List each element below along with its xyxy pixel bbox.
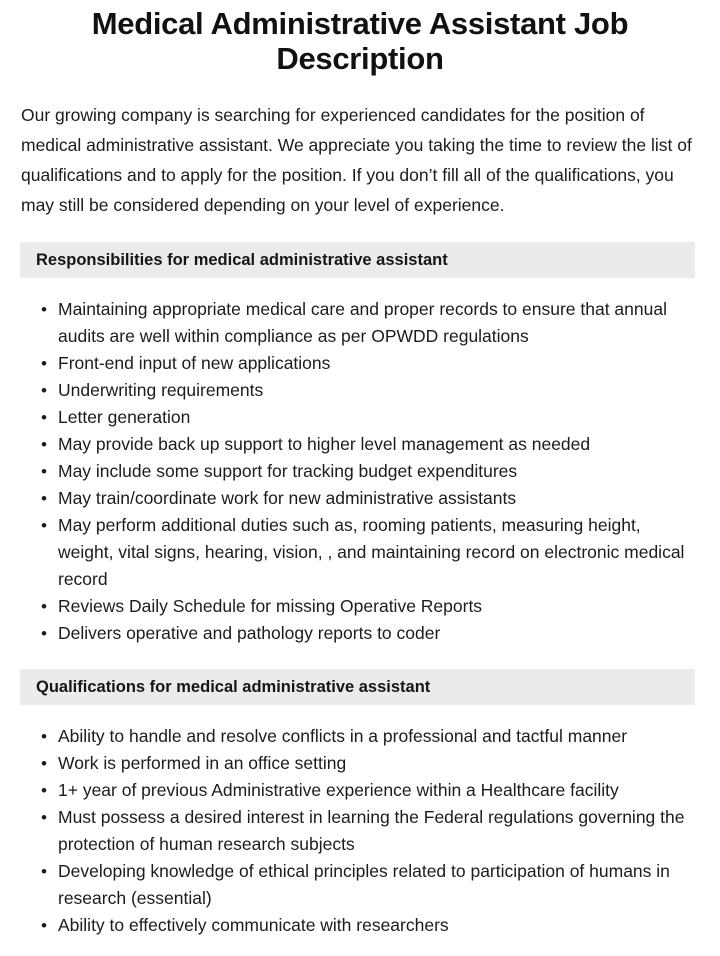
list-item: • May perform additional duties such as, rooming patients, measuring height, weight, vital signs, hearing, vision, , and maintaining record on electronic medical record — [41, 512, 694, 593]
list-item: • Ability to handle and resolve conflicts in a professional and tactful manner — [41, 723, 694, 750]
list-item: • Must possess a desired interest in learning the Federal regulations governing the protection of human research subjects — [41, 804, 694, 858]
section-heading-label: Responsibilities for medical administrative assistant — [36, 251, 448, 269]
list-item: • Maintaining appropriate medical care and proper records to ensure that annual audits are well within compliance as per OPWDD regulations — [41, 296, 694, 350]
list-item: • May train/coordinate work for new administrative assistants — [41, 485, 694, 512]
list-item: • Front-end input of new applications — [41, 350, 694, 377]
section-heading-label: Qualifications for medical administrative assistant — [36, 678, 431, 696]
section-responsibilities — [0, 242, 720, 647]
responsibilities-list — [0, 278, 720, 647]
list-item: • Reviews Daily Schedule for missing Operative Reports — [41, 593, 694, 620]
section-header-qualifications — [20, 669, 695, 705]
list-item: • Work is performed in an office setting — [41, 750, 694, 777]
qualifications-list — [0, 705, 720, 939]
page-title: Medical Administrative Assistant Job Description — [91, 6, 629, 76]
list-item: • Letter generation — [41, 404, 694, 431]
list-item: • Underwriting requirements — [41, 377, 694, 404]
intro-paragraph: Our growing company is searching for experienced candidates for the position of medical administrative assistant. We appreciate you taking the time to review the list of qualifications and to apply for the position. If you don’t fill all of the qualifications, you may still be considered depending on your level of experience. — [21, 105, 692, 215]
list-item: • May include some support for tracking budget expenditures — [41, 458, 694, 485]
list-item: • Developing knowledge of ethical principles related to participation of humans in research (essential) — [41, 858, 694, 912]
section-qualifications — [0, 669, 720, 939]
section-header-responsibilities — [20, 242, 695, 278]
list-item: • May provide back up support to higher level management as needed — [41, 431, 694, 458]
list-item: • Ability to effectively communicate with researchers — [41, 912, 694, 939]
list-item: • 1+ year of previous Administrative experience within a Healthcare facility — [41, 777, 694, 804]
list-item: • Delivers operative and pathology reports to coder — [41, 620, 694, 647]
